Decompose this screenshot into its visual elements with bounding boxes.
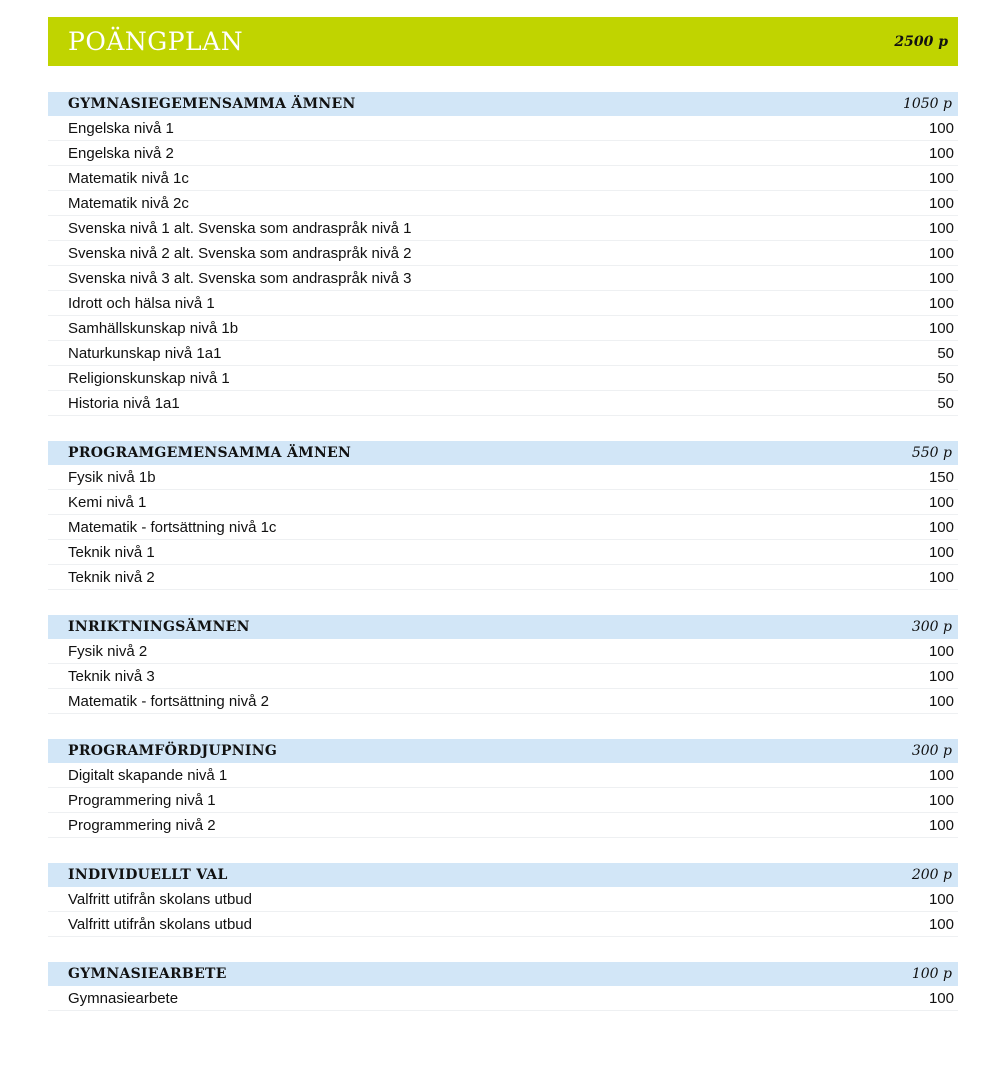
course-points: 100 bbox=[928, 244, 954, 262]
course-row bbox=[48, 366, 958, 391]
course-name: Religionskunskap nivå 1 bbox=[68, 369, 230, 387]
course-name: Svenska nivå 3 alt. Svenska som andraspråk nivå 3 bbox=[68, 269, 412, 287]
course-name: Svenska nivå 2 alt. Svenska som andraspråk nivå 2 bbox=[68, 244, 412, 262]
section bbox=[48, 739, 958, 838]
course-row bbox=[48, 540, 958, 565]
section-points: 200 p bbox=[911, 867, 952, 883]
course-row bbox=[48, 291, 958, 316]
course-points: 100 bbox=[928, 169, 954, 187]
course-points: 100 bbox=[928, 667, 954, 685]
course-name: Gymnasiearbete bbox=[68, 989, 179, 1007]
course-name: Teknik nivå 3 bbox=[68, 667, 155, 685]
course-points: 100 bbox=[928, 319, 954, 337]
section-name: GYMNASIEGEMENSAMMA ÄMNEN bbox=[68, 96, 356, 112]
course-row bbox=[48, 639, 958, 664]
course-row bbox=[48, 166, 958, 191]
course-points: 50 bbox=[937, 394, 954, 412]
course-row bbox=[48, 490, 958, 515]
course-points: 100 bbox=[928, 816, 954, 834]
section-points: 300 p bbox=[911, 743, 952, 759]
course-row bbox=[48, 515, 958, 540]
course-points: 100 bbox=[928, 269, 954, 287]
course-points: 100 bbox=[928, 791, 954, 809]
section-header bbox=[48, 962, 958, 986]
course-name: Matematik - fortsättning nivå 1c bbox=[68, 518, 277, 536]
course-row bbox=[48, 689, 958, 714]
section bbox=[48, 863, 958, 937]
course-row bbox=[48, 465, 958, 490]
course-row bbox=[48, 986, 958, 1011]
course-points: 100 bbox=[928, 543, 954, 561]
course-name: Kemi nivå 1 bbox=[68, 493, 147, 511]
course-row bbox=[48, 116, 958, 141]
course-row bbox=[48, 391, 958, 416]
course-points: 100 bbox=[928, 989, 954, 1007]
section-header bbox=[48, 863, 958, 887]
course-name: Idrott och hälsa nivå 1 bbox=[68, 294, 215, 312]
course-name: Valfritt utifrån skolans utbud bbox=[68, 890, 252, 908]
section-points: 100 p bbox=[911, 966, 952, 982]
section-header bbox=[48, 615, 958, 639]
course-row bbox=[48, 216, 958, 241]
section-name: GYMNASIEARBETE bbox=[68, 966, 227, 982]
section-name: INRIKTNINGSÄMNEN bbox=[68, 619, 250, 635]
course-row bbox=[48, 316, 958, 341]
course-row bbox=[48, 788, 958, 813]
section bbox=[48, 92, 958, 416]
course-points: 100 bbox=[928, 219, 954, 237]
course-name: Fysik nivå 1b bbox=[68, 468, 156, 486]
section-points: 1050 p bbox=[902, 96, 952, 112]
course-points: 100 bbox=[928, 493, 954, 511]
course-name: Engelska nivå 1 bbox=[68, 119, 174, 137]
section bbox=[48, 962, 958, 1011]
course-points: 100 bbox=[928, 642, 954, 660]
course-name: Fysik nivå 2 bbox=[68, 642, 148, 660]
course-points: 100 bbox=[928, 915, 954, 933]
section-name: PROGRAMGEMENSAMMA ÄMNEN bbox=[68, 445, 352, 461]
course-name: Matematik nivå 2c bbox=[68, 194, 189, 212]
course-points: 100 bbox=[928, 766, 954, 784]
course-name: Samhällskunskap nivå 1b bbox=[68, 319, 239, 337]
course-row bbox=[48, 664, 958, 689]
course-points: 100 bbox=[928, 518, 954, 536]
total-points: 2500 p bbox=[894, 33, 948, 50]
section-points: 300 p bbox=[911, 619, 952, 635]
title-banner bbox=[48, 17, 958, 66]
course-row bbox=[48, 565, 958, 590]
course-row bbox=[48, 813, 958, 838]
course-points: 100 bbox=[928, 119, 954, 137]
course-row bbox=[48, 241, 958, 266]
course-points: 150 bbox=[928, 468, 954, 486]
course-row bbox=[48, 266, 958, 291]
course-name: Programmering nivå 2 bbox=[68, 816, 216, 834]
section-name: PROGRAMFÖRDJUPNING bbox=[68, 743, 278, 759]
course-points: 100 bbox=[928, 890, 954, 908]
sections bbox=[48, 92, 958, 1036]
course-name: Svenska nivå 1 alt. Svenska som andraspråk nivå 1 bbox=[68, 219, 412, 237]
course-row bbox=[48, 341, 958, 366]
course-name: Matematik - fortsättning nivå 2 bbox=[68, 692, 269, 710]
course-points: 100 bbox=[928, 144, 954, 162]
course-points: 50 bbox=[937, 369, 954, 387]
course-points: 100 bbox=[928, 692, 954, 710]
section-name: INDIVIDUELLT VAL bbox=[68, 867, 228, 883]
course-name: Valfritt utifrån skolans utbud bbox=[68, 915, 252, 933]
course-points: 100 bbox=[928, 194, 954, 212]
course-row bbox=[48, 763, 958, 788]
course-row bbox=[48, 141, 958, 166]
course-name: Programmering nivå 1 bbox=[68, 791, 216, 809]
section-header bbox=[48, 441, 958, 465]
course-points: 100 bbox=[928, 294, 954, 312]
section-header bbox=[48, 739, 958, 763]
section bbox=[48, 615, 958, 714]
course-row bbox=[48, 887, 958, 912]
course-name: Teknik nivå 1 bbox=[68, 543, 155, 561]
course-row bbox=[48, 912, 958, 937]
section-points: 550 p bbox=[911, 445, 952, 461]
course-name: Digitalt skapande nivå 1 bbox=[68, 766, 228, 784]
course-points: 100 bbox=[928, 568, 954, 586]
course-row bbox=[48, 191, 958, 216]
page-title: POÄNGPLAN bbox=[68, 27, 244, 56]
course-name: Teknik nivå 2 bbox=[68, 568, 155, 586]
course-name: Engelska nivå 2 bbox=[68, 144, 174, 162]
section-header bbox=[48, 92, 958, 116]
section bbox=[48, 441, 958, 590]
course-name: Historia nivå 1a1 bbox=[68, 394, 180, 412]
course-name: Matematik nivå 1c bbox=[68, 169, 189, 187]
course-points: 50 bbox=[937, 344, 954, 362]
course-name: Naturkunskap nivå 1a1 bbox=[68, 344, 222, 362]
